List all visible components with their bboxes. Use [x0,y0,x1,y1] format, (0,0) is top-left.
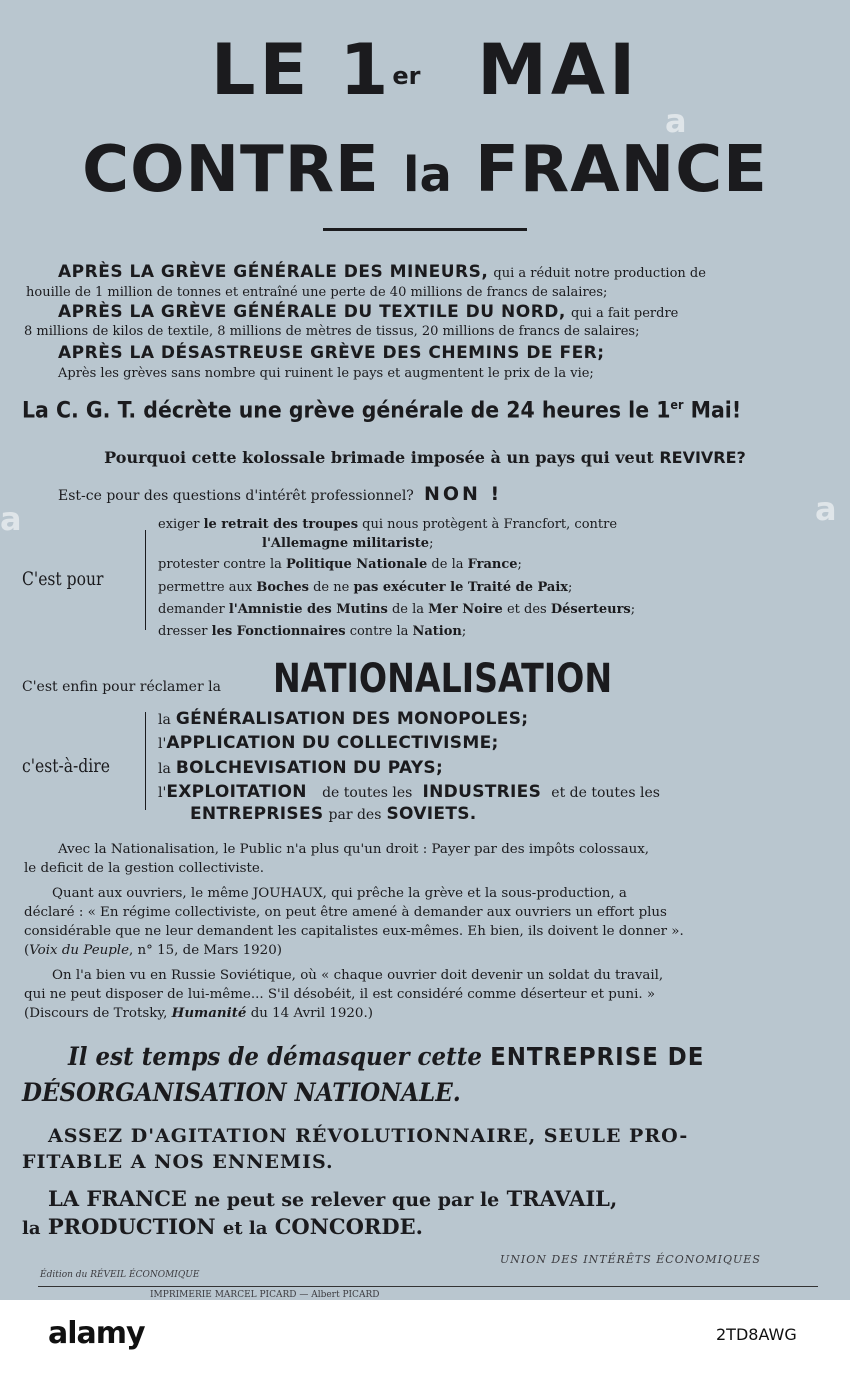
apres-mineurs-detail: houille de 1 million de tonnes et entraîné une perte de 40 millions de francs de salaires; [26,285,608,300]
para-2-line-2: déclaré : « En régime collectiviste, on peut être amené à demander aux ouvriers un effort plus [24,905,667,920]
footer-imprimerie: IMPRIMERIE MARCEL PICARD — Albert PICARD [150,1290,380,1300]
title-line-1: LE 1er MAI [210,29,640,111]
apres-textile: APRÈS LA GRÈVE GÉNÉRALE DU TEXTILE DU NORD, qui a fait perdre [58,302,679,322]
watermark-mark: a [815,490,837,528]
para-3-line-2: qui ne peut disposer de lui-même... S'il désobéit, il est considéré comme déserteur et puni. » [24,987,656,1002]
france-line-1: LA FRANCE ne peut se relever que par le TRAVAIL, [48,1186,618,1211]
apres-chemins: APRÈS LA DÉSASTREUSE GRÈVE DES CHEMINS DE FER; [58,343,605,363]
footer-union: UNION DES INTÉRÊTS ÉCONOMIQUES [500,1253,761,1266]
para-2-line-4: (Voix du Peuple, n° 15, de Mars 1920) [24,943,282,958]
para-3-line-1: On l'a bien vu en Russie Soviétique, où « chaque ouvrier doit devenir un soldat du travail, [52,968,664,983]
bolchevisation-line: la BOLCHEVISATION DU PAYS; [158,758,444,778]
footer-rule [38,1286,818,1287]
cest-pour-item-4: demander l'Amnistie des Mutins de la Mer Noire et des Déserteurs; [158,602,636,617]
nationalisation-heading: NATIONALISATION [273,656,613,702]
cest-a-dire-label: c'est-à-dire [22,755,110,777]
generalisation-line: la GÉNÉRALISATION DES MONOPOLES; [158,709,529,729]
watermark-mark: a [665,102,687,140]
para-3-line-3: (Discours de Trotsky, Humanité du 14 Avril 1920.) [24,1005,373,1021]
stock-image-id: 2TD8AWG [716,1325,797,1344]
cest-pour-item-5: dresser les Fonctionnaires contre la Nation; [158,624,467,639]
cest-a-dire-bracket [145,712,146,810]
apres-textile-detail: 8 millions de kilos de textile, 8 millions de mètres de tissus, 20 millions de francs de salaires; [24,324,640,339]
para-1-line-1: Avec la Nationalisation, le Public n'a plus qu'un droit : Payer par des impôts colossaux, [58,842,650,857]
temps-line-2: DÉSORGANISATION NATIONALE. [22,1078,461,1107]
apres-greves-detail: Après les grèves sans nombre qui ruinent le pays et augmentent le prix de la vie; [58,366,594,381]
enfin-line: C'est enfin pour réclamer la [22,679,221,695]
para-1-line-2: le deficit de la gestion collectiviste. [24,861,265,876]
temps-line-1: Il est temps de démasquer cette ENTREPRISE DE [68,1042,705,1071]
title-line-2: CONTRE la FRANCE [82,133,768,207]
stock-logo: alamy [48,1316,145,1351]
application-line: l'APPLICATION DU COLLECTIVISME; [158,733,499,753]
cest-pour-label: C'est pour [22,568,104,590]
watermark-mark: a [0,500,22,538]
cgt-announcement: La C. G. T. décrète une grève générale de 24 heures le 1er Mai! [22,398,742,424]
cest-pour-item-3: permettre aux Boches de ne pas exécuter le Traité de Paix; [158,580,573,595]
cest-pour-item-2: protester contre la Politique Nationale de la France; [158,557,522,572]
france-line-2: la PRODUCTION et la CONCORDE. [22,1214,423,1239]
assez-line-1: ASSEZ D'AGITATION RÉVOLUTIONNAIRE, SEULE PRO- [48,1125,689,1147]
entreprises-line: ENTREPRISES par des SOVIETS. [190,804,477,824]
title-divider [323,228,527,231]
footer-edition: Édition du RÉVEIL ÉCONOMIQUE [40,1270,200,1280]
pourquoi-line: Pourquoi cette kolossale brimade imposée à un pays qui veut REVIVRE? [104,448,746,467]
question-line: Est-ce pour des questions d'intérêt professionnel? NON ! [58,483,503,505]
para-2-line-1: Quant aux ouvriers, le même JOUHAUX, qui prêche la grève et la sous-production, a [52,886,627,901]
cest-pour-item-1b: l'Allemagne militariste; [262,536,434,551]
cest-pour-bracket [145,530,146,630]
exploitation-line: l'EXPLOITATION de toutes les INDUSTRIES et de toutes les [158,782,660,802]
assez-line-2: FITABLE A NOS ENNEMIS. [22,1151,334,1173]
para-2-line-3: considérable que ne leur demandent les capitalistes eux-mêmes. Eh bien, ils doivent le donner ». [24,924,684,939]
apres-mineurs: APRÈS LA GRÈVE GÉNÉRALE DES MINEURS, qui a réduit notre production de [58,262,706,282]
cest-pour-item-1: exiger le retrait des troupes qui nous protègent à Francfort, contre [158,517,618,532]
